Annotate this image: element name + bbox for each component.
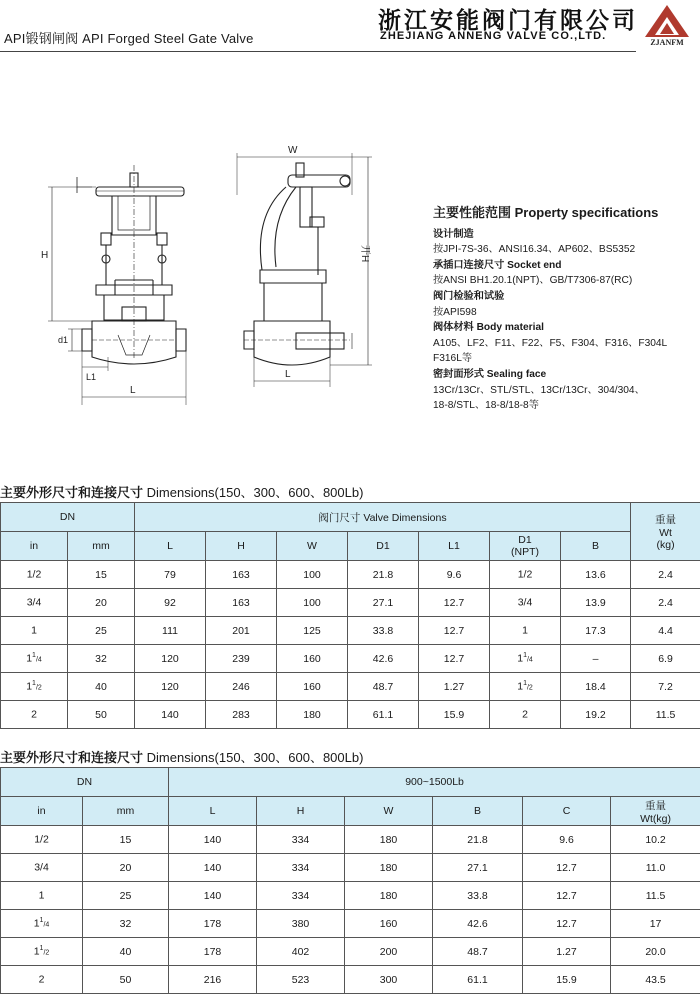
- cell-h: 163: [206, 589, 277, 617]
- label-open-h: 开H: [359, 245, 370, 263]
- table-row: [1, 589, 700, 617]
- logo-text: ZJANFM: [650, 38, 684, 47]
- spec-line: F316L等: [433, 353, 473, 365]
- cell-b: 27.1: [433, 854, 523, 882]
- label-l1: L1: [86, 372, 97, 382]
- spec-title: 主要性能范围 Property specifications: [433, 205, 659, 220]
- cell-w: 180: [277, 701, 348, 729]
- cell-w: 200: [345, 938, 433, 966]
- cell-h: 334: [257, 882, 345, 910]
- table-row: [1, 826, 700, 854]
- cell-in-base: 1/2: [34, 833, 49, 846]
- header-wt-cn: 重量: [655, 514, 677, 526]
- table-row: [1, 938, 700, 966]
- cell-wt: 43.5: [611, 966, 700, 994]
- cell-h: 163: [206, 561, 277, 589]
- header-dn: DN: [1, 768, 169, 797]
- cell-l: 79: [135, 561, 206, 589]
- cell-in-base: 3/4: [34, 861, 49, 874]
- cell-b: 17.3: [561, 617, 631, 645]
- section-title-2: [0, 747, 363, 766]
- cell-npt-sub: /2: [526, 684, 533, 692]
- spec-line: 承插口连接尺寸 Socket end: [433, 259, 562, 271]
- spec-line: 按API598: [433, 306, 477, 318]
- label-h: H: [41, 250, 49, 261]
- cell-in: [1, 645, 68, 673]
- spec-line: 18-8/STL、18-8/18-8等: [433, 400, 539, 412]
- table-row: [1, 910, 700, 938]
- header-l: L: [169, 797, 257, 826]
- spec-line: 设计制造: [433, 228, 474, 240]
- header-in: in: [1, 532, 68, 561]
- header-wt-en: Wt: [659, 527, 672, 539]
- header-npt: (NPT): [511, 546, 540, 558]
- cell-in-sub: /2: [43, 949, 50, 957]
- cell-l: 140: [169, 854, 257, 882]
- cell-in: [1, 589, 68, 617]
- cell-in: [1, 826, 83, 854]
- cell-b: 13.6: [561, 561, 631, 589]
- cell-npt: [490, 701, 561, 729]
- table-row: [1, 673, 700, 701]
- cell-l: 140: [169, 826, 257, 854]
- cell-mm: 50: [68, 701, 135, 729]
- cell-h: 201: [206, 617, 277, 645]
- cell-l: 140: [135, 701, 206, 729]
- section-title-1: [0, 482, 363, 501]
- cell-mm: 50: [83, 966, 169, 994]
- cell-npt-sup: 1: [523, 652, 527, 660]
- cell-mm: 40: [83, 938, 169, 966]
- spec-line: A105、LF2、F11、F22、F5、F304、F316、F304L: [433, 337, 668, 349]
- side-view: [237, 153, 372, 387]
- table-row: [1, 561, 700, 589]
- cell-b: 48.7: [433, 938, 523, 966]
- cell-l1: 12.7: [419, 645, 490, 673]
- cell-h: 334: [257, 826, 345, 854]
- header-wt-unit: (kg): [656, 539, 675, 551]
- cell-w: 160: [345, 910, 433, 938]
- front-view: [48, 165, 186, 405]
- header-d1-npt-label: D1: [518, 534, 532, 546]
- section-title-1-cn: 主要外形尺寸和连接尺寸: [0, 485, 144, 500]
- header-divider: [0, 51, 636, 52]
- cell-in-base: 1: [38, 889, 45, 902]
- cell-in: [1, 938, 83, 966]
- cell-l1: 12.7: [419, 617, 490, 645]
- cell-h: 334: [257, 854, 345, 882]
- cell-w: 180: [345, 826, 433, 854]
- header-l1: L1: [419, 532, 490, 561]
- cell-mm: 25: [68, 617, 135, 645]
- header-wt-en: Wt(kg): [640, 812, 672, 825]
- label-d1: d1: [58, 335, 69, 345]
- cell-l: 178: [169, 910, 257, 938]
- cell-mm: 20: [68, 589, 135, 617]
- cell-in: [1, 966, 83, 994]
- cell-l: 120: [135, 645, 206, 673]
- cell-d1: 21.8: [348, 561, 419, 589]
- cell-in-base: 1: [33, 945, 40, 958]
- cell-c: 12.7: [523, 854, 611, 882]
- cell-in-sub: /2: [35, 684, 42, 692]
- cell-npt-base: 3/4: [517, 596, 533, 609]
- cell-wt: 2.4: [631, 561, 700, 589]
- header-b: B: [561, 532, 631, 561]
- cell-wt: 11.5: [631, 701, 700, 729]
- header-mm: mm: [68, 532, 135, 561]
- cell-h: 402: [257, 938, 345, 966]
- cell-c: 12.7: [523, 882, 611, 910]
- cell-b: 42.6: [433, 910, 523, 938]
- table-row: [1, 617, 700, 645]
- cell-npt-sup: 1: [523, 680, 527, 688]
- header-wt: [631, 503, 700, 561]
- spec-line: 阀门检验和试验: [433, 290, 505, 302]
- cell-d1: 61.1: [348, 701, 419, 729]
- cell-in: [1, 854, 83, 882]
- cell-b: 33.8: [433, 882, 523, 910]
- cell-npt: [490, 589, 561, 617]
- table-row: [1, 701, 700, 729]
- cell-wt: 4.4: [631, 617, 700, 645]
- cell-npt-base: 1: [522, 624, 528, 637]
- section-title-2-cn: 主要外形尺寸和连接尺寸: [0, 750, 144, 765]
- header-mm: mm: [83, 797, 169, 826]
- header-d1: D1: [348, 532, 419, 561]
- spec-line: 密封面形式 Sealing face: [433, 368, 547, 380]
- table-2-body: [1, 826, 700, 994]
- cell-b: 13.9: [561, 589, 631, 617]
- cell-npt: [490, 645, 561, 673]
- table-1-body: [1, 561, 700, 729]
- page-header: [0, 0, 700, 52]
- cell-mm: 15: [83, 826, 169, 854]
- header-wt-cn: 重量: [645, 799, 667, 812]
- cell-w: 160: [277, 673, 348, 701]
- cell-in-base: 2: [31, 708, 37, 721]
- cell-npt-base: 1/2: [517, 568, 533, 581]
- cell-mm: 32: [68, 645, 135, 673]
- header-dn: DN: [1, 503, 135, 532]
- cell-l: 178: [169, 938, 257, 966]
- cell-in-base: 1: [31, 624, 37, 637]
- cell-npt: [490, 673, 561, 701]
- cell-in-sup: 1: [32, 652, 36, 660]
- dimensions-table-1: [0, 502, 700, 729]
- cell-d1: 48.7: [348, 673, 419, 701]
- cell-in-base: 2: [38, 973, 45, 986]
- cell-h: 239: [206, 645, 277, 673]
- cell-l: 120: [135, 673, 206, 701]
- cell-in: [1, 617, 68, 645]
- cell-c: 12.7: [523, 910, 611, 938]
- cell-wt: 11.5: [611, 882, 700, 910]
- spec-line: 阀体材料 Body material: [433, 322, 544, 334]
- cell-npt: [490, 617, 561, 645]
- property-specifications: [433, 205, 698, 414]
- cell-b: 18.4: [561, 673, 631, 701]
- header-w: W: [345, 797, 433, 826]
- cell-b: 61.1: [433, 966, 523, 994]
- spec-line: 按ANSI BH1.20.1(NPT)、GB/T7306-87(RC): [433, 275, 633, 287]
- cell-b: 21.8: [433, 826, 523, 854]
- cell-h: 283: [206, 701, 277, 729]
- table-row: [1, 882, 700, 910]
- header-c: C: [523, 797, 611, 826]
- cell-mm: 20: [83, 854, 169, 882]
- cell-in: [1, 882, 83, 910]
- cell-wt: 20.0: [611, 938, 700, 966]
- cell-h: 380: [257, 910, 345, 938]
- cell-in-base: 1: [26, 680, 33, 693]
- cell-l1: 15.9: [419, 701, 490, 729]
- cell-wt: 11.0: [611, 854, 700, 882]
- cell-d1: 27.1: [348, 589, 419, 617]
- cell-w: 300: [345, 966, 433, 994]
- cell-in-sup: 1: [39, 917, 44, 925]
- cell-npt-base: 1: [517, 652, 524, 665]
- header-valve-dimensions: 阀门尺寸 Valve Dimensions: [135, 503, 631, 532]
- header-b: B: [433, 797, 523, 826]
- table-row: [1, 966, 700, 994]
- cell-in-base: 1: [26, 652, 33, 665]
- cell-c: 1.27: [523, 938, 611, 966]
- header-w: W: [277, 532, 348, 561]
- spec-lines: [433, 227, 698, 414]
- cell-in-base: 1/2: [26, 568, 42, 581]
- cell-mm: 15: [68, 561, 135, 589]
- cell-npt: [490, 561, 561, 589]
- company-name-cn: 浙江安能阀门有限公司: [378, 7, 638, 33]
- cell-w: 100: [277, 589, 348, 617]
- cell-d1: 42.6: [348, 645, 419, 673]
- header-h: H: [257, 797, 345, 826]
- table-row: [1, 645, 700, 673]
- section-title-2-en: Dimensions(150、300、600、800Lb): [143, 750, 364, 765]
- cell-wt: 17: [611, 910, 700, 938]
- valve-drawing: [0, 135, 420, 420]
- label-l-side: L: [285, 369, 291, 380]
- cell-in-base: 3/4: [26, 596, 42, 609]
- cell-c: 9.6: [523, 826, 611, 854]
- cell-c: 15.9: [523, 966, 611, 994]
- cell-mm: 32: [83, 910, 169, 938]
- cell-in: [1, 701, 68, 729]
- cell-w: 125: [277, 617, 348, 645]
- section-title-1-en: Dimensions(150、300、600、800Lb): [143, 485, 364, 500]
- cell-l1: 12.7: [419, 589, 490, 617]
- cell-in-sup: 1: [32, 680, 36, 688]
- dimensions-table-2: [0, 767, 700, 994]
- header-h: H: [206, 532, 277, 561]
- cell-h: 246: [206, 673, 277, 701]
- cell-in: [1, 910, 83, 938]
- cell-wt: 2.4: [631, 589, 700, 617]
- cell-l: 216: [169, 966, 257, 994]
- cell-wt: 6.9: [631, 645, 700, 673]
- cell-in: [1, 561, 68, 589]
- cell-in-base: 1: [33, 917, 40, 930]
- cell-npt-base: 2: [522, 708, 528, 721]
- label-l: L: [130, 385, 136, 396]
- cell-w: 180: [345, 854, 433, 882]
- spec-line: 13Cr/13Cr、STL/STL、13Cr/13Cr、304/304、: [433, 384, 645, 396]
- cell-b: 19.2: [561, 701, 631, 729]
- cell-wt: 10.2: [611, 826, 700, 854]
- cell-mm: 25: [83, 882, 169, 910]
- cell-w: 160: [277, 645, 348, 673]
- header-wt: [611, 797, 700, 826]
- header-class-range: 900~1500Lb: [169, 768, 700, 797]
- cell-npt-sub: /4: [526, 656, 533, 664]
- cell-d1: 33.8: [348, 617, 419, 645]
- cell-l1: 1.27: [419, 673, 490, 701]
- cell-l1: 9.6: [419, 561, 490, 589]
- header-in: in: [1, 797, 83, 826]
- cell-h: 523: [257, 966, 345, 994]
- header-d1-npt: [490, 532, 561, 561]
- cell-w: 180: [345, 882, 433, 910]
- cell-npt-base: 1: [517, 680, 524, 693]
- cell-mm: 40: [68, 673, 135, 701]
- cell-in-sup: 1: [39, 945, 44, 953]
- label-w: W: [288, 145, 298, 156]
- spec-line: 按JPI-7S-36、ANSI16.34、AP602、BS5352: [433, 244, 636, 256]
- cell-w: 100: [277, 561, 348, 589]
- cell-in-sub: /4: [43, 921, 50, 929]
- cell-wt: 7.2: [631, 673, 700, 701]
- table-row: [1, 854, 700, 882]
- company-name-en: ZHEJIANG ANNENG VALVE CO.,LTD.: [380, 30, 607, 42]
- document-title: API锻钢闸阀 API Forged Steel Gate Valve: [4, 31, 254, 46]
- cell-b: –: [561, 645, 631, 673]
- header-l: L: [135, 532, 206, 561]
- cell-l: 92: [135, 589, 206, 617]
- cell-l: 140: [169, 882, 257, 910]
- cell-in-sub: /4: [35, 656, 42, 664]
- cell-l: 111: [135, 617, 206, 645]
- cell-in: [1, 673, 68, 701]
